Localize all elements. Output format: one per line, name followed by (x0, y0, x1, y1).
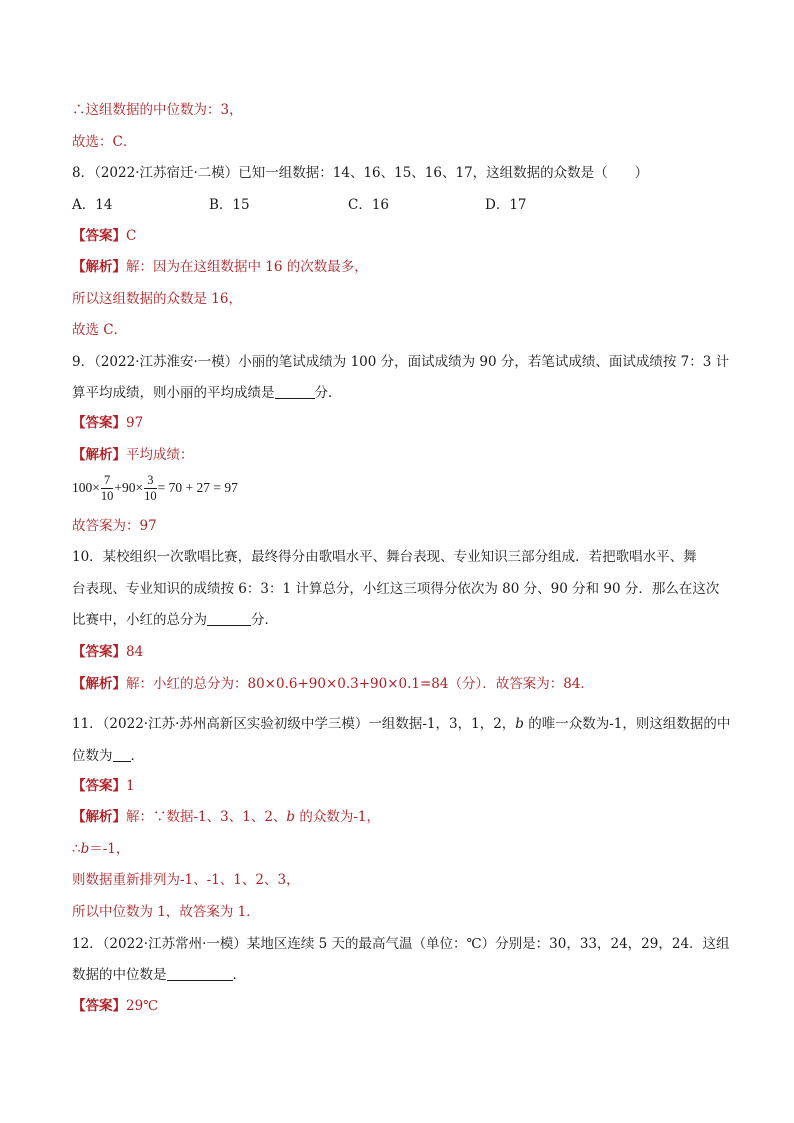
answer-blank (275, 384, 315, 399)
answer-11: 【答案】1 (72, 778, 135, 794)
conclusion-line: ∴这组数据的中位数为：3， (72, 102, 243, 118)
answer-9: 【答案】97 (72, 415, 144, 431)
question-8: 8．（2022·江苏宿迁·二模）已知一组数据：14、16、15、16、17，这组数据的众数是（ ） (72, 165, 649, 181)
formula-9: 100× $\frac{7}{10}$ +90× $\frac{3}{10}$ = 70 + 27 = 97 (72, 473, 238, 504)
option-d: D．17 (485, 197, 527, 213)
answer-blank (113, 747, 131, 762)
question-9-line-1: 9．（2022·江苏淮安·一模）小丽的笔试成绩为 100 分，面试成绩为 90 分，若笔试成绩、面试成绩按 7：3 计 (72, 354, 730, 370)
fraction-7-10: $\frac{7}{10}$ (100, 473, 114, 504)
analysis-11: 【解析】解：∵数据-1、3、1、2、b 的众数为-1， (72, 809, 381, 825)
analysis-10: 【解析】解：小红的总分为：80×0.6+90×0.3+90×0.1=84（分）．故答案为：84． (72, 676, 594, 692)
analysis-8: 【解析】解：因为在这组数据中 16 的次数最多， (72, 259, 368, 275)
analysis-8-line-3: 故选 C． (72, 322, 128, 338)
question-8-options (72, 196, 722, 214)
question-11-line-1: 11．（2022·江苏·苏州高新区实验初级中学三模）一组数据-1，3，1，2，b 的唯一众数为-1，则这组数据的中 (72, 716, 731, 732)
option-c: C．16 (348, 197, 390, 213)
option-a: A．14 (72, 197, 113, 213)
analysis-9: 【解析】平均成绩： (72, 447, 194, 463)
question-11-line-2: 位数为 ． (72, 748, 144, 764)
answer-blank (207, 611, 251, 626)
answer-8: 【答案】C (72, 228, 137, 244)
question-10-line-3: 比赛中，小红的总分为 分． (72, 612, 278, 628)
question-12-line-1: 12．（2022·江苏常州·一模）某地区连续 5 天的最高气温（单位：℃）分别是：30，33，24，29，24．这组 (72, 936, 730, 952)
analysis-11-line-3: 则数据重新排列为-1、-1、1、2、3， (72, 872, 300, 888)
answer-blank (167, 966, 233, 981)
final-9: 故答案为：97 (72, 518, 157, 534)
analysis-8-line-2: 所以这组数据的众数是 16， (72, 291, 242, 307)
fraction-3-10: $\frac{3}{10}$ (144, 473, 157, 504)
choice-line: 故选：C． (72, 134, 137, 150)
question-9-line-2: 算平均成绩，则小丽的平均成绩是 分． (72, 385, 342, 401)
question-12-line-2: 数据的中位数是 ． (72, 967, 246, 983)
answer-12: 【答案】29℃ (72, 998, 159, 1014)
answer-10: 【答案】84 (72, 644, 144, 660)
analysis-11-line-2: ∴b＝-1， (72, 841, 130, 857)
question-10-line-2: 台表现、专业知识的成绩按 6：3：1 计算总分，小红这三项得分依次为 80 分、90 分和 90 分．那么在这次 (72, 581, 720, 597)
question-10-line-1: 10．某校组织一次歌唱比赛，最终得分由歌唱水平、舞台表现、专业知识三部分组成．若把歌唱水平、舞 (72, 549, 697, 565)
option-b: B．15 (209, 197, 250, 213)
analysis-11-line-4: 所以中位数为 1，故答案为 1． (72, 904, 260, 920)
